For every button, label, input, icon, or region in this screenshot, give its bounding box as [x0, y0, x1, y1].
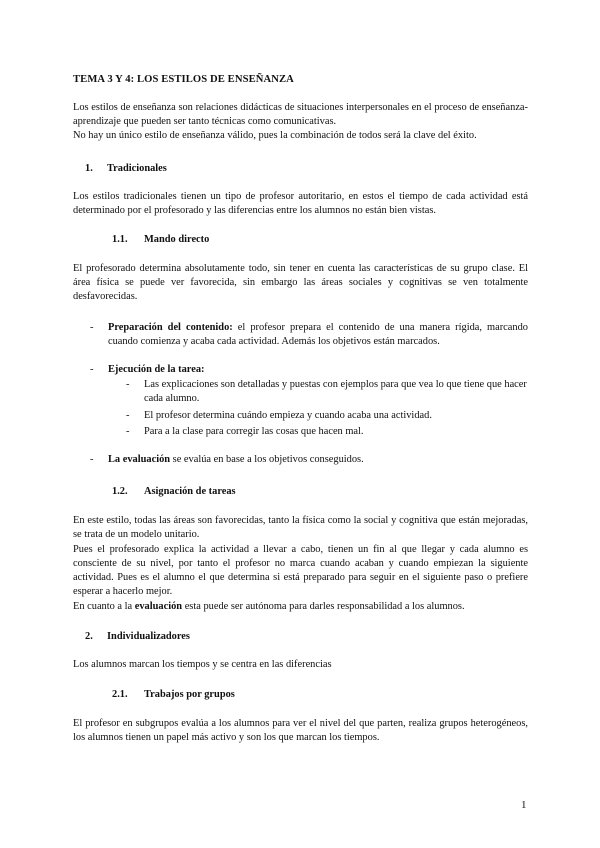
dash-marker: - — [126, 426, 130, 437]
dash-marker: - — [126, 410, 130, 421]
evaluacion-bold: evaluación — [134, 601, 183, 612]
section-1-1-text: El profesorado determina absolutamente todo, sin tener en cuenta las características de su grupo clase. El área física se puede ver favorecida, sin embargo las áreas sociales y cognitivas se ven totalmente desfavorecidas. — [73, 263, 528, 302]
page-number: 1 — [521, 799, 527, 811]
intro-paragraph-1: Los estilos de enseñanza son relaciones didácticas de situaciones interpersonales en el proceso de enseñanza-aprendizaje que pueden ser tanto técnicas como comunicativas. — [73, 102, 528, 127]
section-1-1-title: Mando directo — [144, 234, 210, 245]
document-page — [73, 0, 528, 848]
evaluacion-pre: En cuanto a la — [73, 601, 135, 612]
section-1-number: 1. — [85, 163, 93, 174]
sub-bullet-item — [126, 425, 528, 439]
bullet-evaluacion-text — [108, 453, 528, 467]
sub-bullet-list — [126, 378, 528, 439]
sub-bullet-item — [126, 378, 528, 406]
sub-bullet-text: Las explicaciones son detalladas y puestas con ejemplos para que vea lo que tiene que hacer cada alumno. — [144, 379, 527, 404]
section-1-heading — [85, 162, 540, 176]
evaluacion-post: esta puede ser autónoma para darles responsabilidad a los alumnos. — [182, 601, 465, 612]
document-title: TEMA 3 Y 4: LOS ESTILOS DE ENSEÑANZA — [73, 74, 294, 85]
sub-bullet-text: Para a la clase para corregir las cosas que hacen mal. — [144, 426, 364, 437]
bullet-preparacion-text — [108, 321, 528, 349]
bullet-preparacion-label: Preparación del contenido: — [108, 322, 233, 333]
section-1-2-paragraph-2: Pues el profesorado explica la actividad a llevar a cabo, tienen un fin al que llegar y cada alumno es consciente de su nivel, por tanto el profesor no marca cuando acaban y cuando empiezan la siguiente actividad. Pues es el alumno el que determina si está preparado para seguir en el siguiente paso o prefiere esperar a hacerlo mejor. — [73, 544, 528, 597]
section-2-1-title: Trabajos por grupos — [144, 689, 235, 700]
section-1-text: Los estilos tradicionales tienen un tipo de profesor autoritario, en estos el tiempo de cada actividad está determinado por el profesorado y las diferencias entre los alumnos no están bien vistas. — [73, 191, 528, 216]
sub-bullet-item — [126, 409, 528, 423]
section-1-1-heading — [112, 233, 567, 247]
bullet-evaluacion-body: se evalúa en base a los objetivos conseguidos. — [170, 454, 364, 465]
section-1-title: Tradicionales — [107, 163, 167, 174]
section-2-title: Individualizadores — [107, 631, 190, 642]
section-1-2-paragraph-3 — [73, 600, 528, 614]
dash-marker: - — [90, 454, 94, 465]
dash-marker: - — [126, 379, 130, 390]
bullet-ejecucion-label: Ejecución de la tarea: — [108, 364, 205, 375]
bullet-ejecucion — [90, 363, 528, 377]
sub-bullet-text: El profesor determina cuándo empieza y cuando acaba una actividad. — [144, 410, 432, 421]
section-2-text: Los alumnos marcan los tiempos y se centra en las diferencias — [73, 659, 332, 670]
dash-marker: - — [90, 322, 94, 333]
dash-marker: - — [90, 364, 94, 375]
section-2-heading — [85, 630, 540, 644]
bullet-preparacion — [90, 321, 528, 349]
section-2-1-text: El profesor en subgrupos evalúa a los alumnos para ver el nivel del que parten, realiza grupos heterogéneos, los alumnos tienen un papel más activo y son los que marcan los tiempos. — [73, 718, 528, 743]
section-1-1-number: 1.1. — [112, 234, 128, 245]
section-2-1-number: 2.1. — [112, 689, 128, 700]
section-1-2-paragraph-1: En este estilo, todas las áreas son favorecidas, tanto la física como la social y cognitiva que están mejoradas, se trata de un modelo unitario. — [73, 515, 528, 540]
section-1-2-title: Asignación de tareas — [144, 486, 236, 497]
bullet-evaluacion-label: La evaluación — [108, 454, 171, 465]
bullet-preparacion-body: el profesor prepara el contenido de una manera rígida, marcando cuando comienza y acaba cada actividad. Además los objetivos están marcados. — [108, 322, 528, 347]
section-1-2-number: 1.2. — [112, 486, 128, 497]
section-2-1-heading — [112, 688, 567, 702]
bullet-evaluacion — [90, 453, 528, 467]
section-1-2-heading — [112, 485, 567, 499]
intro-paragraph-2: No hay un único estilo de enseñanza válido, pues la combinación de todos será la clave del éxito. — [73, 130, 477, 141]
section-2-number: 2. — [85, 631, 93, 642]
